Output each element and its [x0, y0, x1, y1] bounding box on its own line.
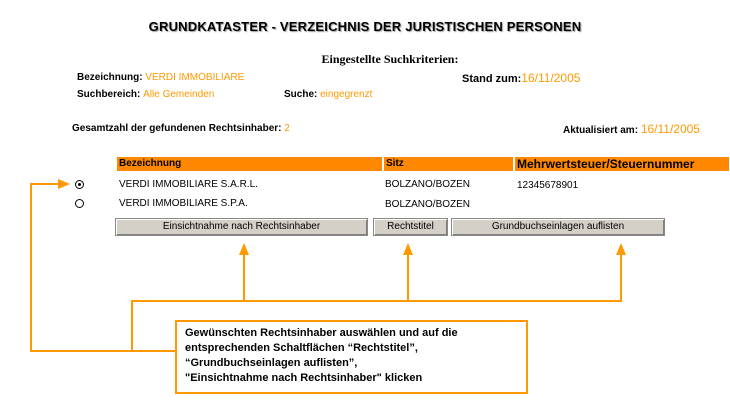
callout-line-2: entsprechenden Schaltflächen “Rechtstitel”,	[185, 342, 418, 354]
criteria-suchbereich	[77, 89, 214, 100]
callout-line-1: Gewünschten Rechtsinhaber auswählen und auf die	[185, 327, 458, 339]
updated-value: 16/11/2005	[640, 122, 700, 136]
connector-line	[30, 183, 60, 185]
connector-line	[131, 300, 133, 352]
row-2-bezeichnung: VERDI IMMOBILIARE S.P.A.	[119, 198, 248, 209]
bezeichnung-label: Bezeichnung:	[77, 72, 143, 83]
suchbereich-label: Suchbereich:	[77, 89, 141, 100]
arrow-right-icon	[58, 179, 70, 189]
criteria-heading: Eingestellte Suchkriterien:	[321, 52, 459, 66]
row-1-bezeichnung: VERDI IMMOBILIARE S.A.R.L.	[119, 179, 258, 190]
stand-value: 16/11/2005	[521, 71, 581, 85]
updated-label: Aktualisiert am:	[563, 125, 639, 136]
criteria-stand	[462, 71, 580, 85]
connector-line	[407, 254, 409, 302]
criteria-bezeichnung	[77, 72, 244, 83]
stand-label: Stand zum:	[462, 73, 522, 85]
suche-label: Suche:	[284, 89, 318, 100]
row-1-sitz: BOLZANO/BOZEN	[385, 179, 471, 190]
column-header-sitz: Sitz	[384, 157, 513, 171]
row-1-steuernummer: 12345678901	[517, 180, 579, 191]
suchbereich-value: Alle Gemeinden	[143, 89, 215, 100]
suche-value: eingegrenzt	[320, 89, 373, 100]
criteria-suche	[284, 89, 372, 100]
callout-line-3: “Grundbuchseinlagen auflisten”,	[185, 357, 358, 369]
instruction-callout	[175, 320, 528, 394]
callout-line-4: "Einsichtnahme nach Rechtsinhaber" klicken	[185, 372, 423, 384]
bezeichnung-value: VERDI IMMOBILIARE	[145, 72, 245, 83]
updated-date	[563, 122, 700, 136]
rechtstitel-button[interactable]: Rechtstitel	[373, 218, 448, 236]
column-header-steuernummer: Mehrwertsteuer/Steuernummer	[515, 157, 729, 171]
connector-line	[243, 254, 245, 302]
row-2-radio[interactable]	[75, 199, 84, 208]
total-value: 2	[284, 123, 290, 134]
total-count	[72, 123, 290, 134]
row-2-sitz: BOLZANO/BOZEN	[385, 199, 471, 210]
connector-line	[30, 183, 32, 352]
grundbuchseinlagen-button[interactable]: Grundbuchseinlagen auflisten	[451, 218, 665, 236]
connector-line	[620, 254, 622, 302]
row-1-radio[interactable]	[75, 180, 84, 189]
page-title: GRUNDKATASTER - VERZEICHNIS DER JURISTISCHEN PERSONEN	[148, 19, 582, 34]
connector-line	[30, 350, 176, 352]
total-label: Gesamtzahl der gefundenen Rechtsinhaber:	[72, 123, 282, 134]
einsichtnahme-button[interactable]: Einsichtnahme nach Rechtsinhaber	[115, 218, 368, 236]
connector-line	[131, 300, 622, 302]
column-header-bezeichnung: Bezeichnung	[117, 157, 382, 171]
